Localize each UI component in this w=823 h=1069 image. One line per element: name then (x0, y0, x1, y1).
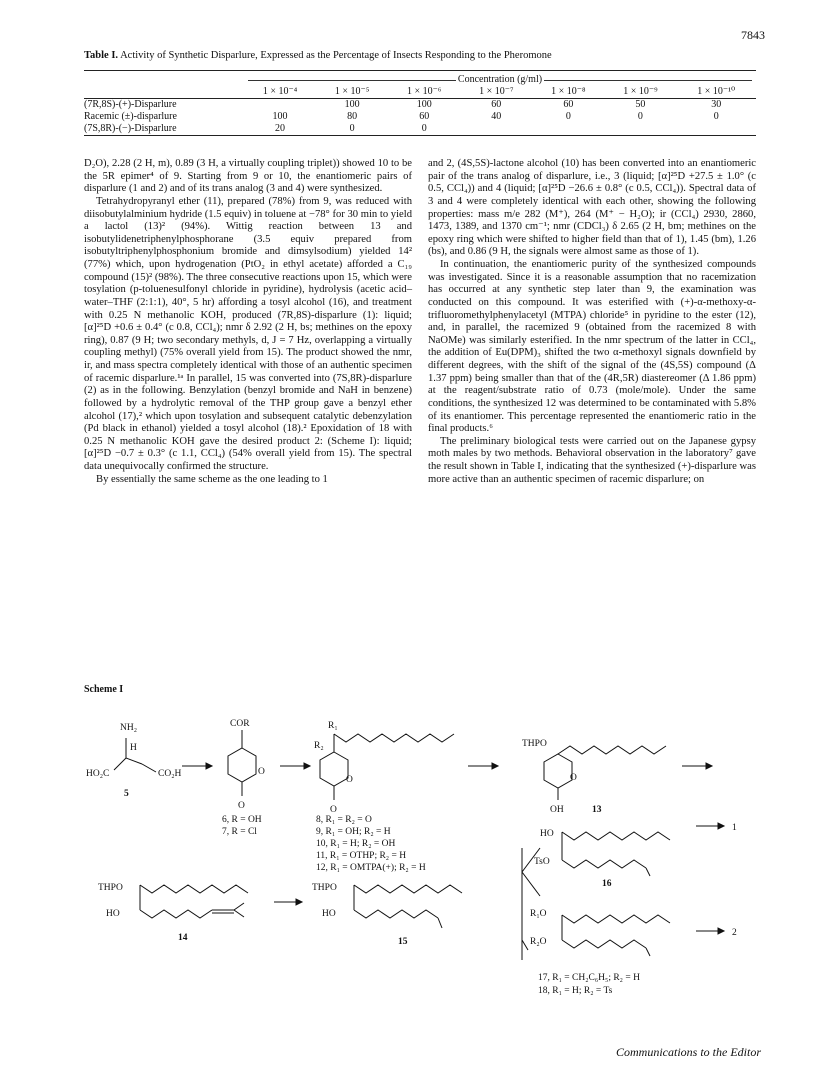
response-value (676, 123, 756, 136)
response-value: 0 (565, 111, 571, 122)
label-cor: COR (230, 719, 250, 729)
response-value: 60 (563, 99, 574, 110)
compound-name: (7R,8S)-(+)-Disparlure (84, 99, 177, 110)
label-to-1: 1 (732, 823, 737, 833)
response-value: 0 (713, 111, 719, 122)
table-caption-text: Activity of Synthetic Disparlure, Expressed as the Percentage of Insects Responding to the Pheromone (120, 50, 552, 61)
label-r2o: R₂O (530, 937, 547, 947)
label-compound-12: 12, R₁ = OMTPA(+); R₂ = H (316, 863, 426, 873)
label-ring-oxygen-2: O (346, 775, 353, 785)
right-column (428, 158, 756, 486)
page-number: 7843 (741, 28, 765, 42)
right-paragraph: and 2, (4S,5S)-lactone alcohol (10) has been converted into an enantiomeric pair of the trans analog of disparlure, i.e., 3 (liquid; [α]²⁵D +27.5 ± 1.0° (c 0.5, CCl₄)) and 4 (liquid; [α]²⁵D −26.6 ± 0.8° (c 0.5, CCl₄)). Spectral data of 3 and 4 were completely identical with each other, showing the following properties: mass m/e 282 (M⁺), 264 (M⁺ − H₂O); ir (CCl₄) 2930, 2860, 1473, 1389, and 1370 cm⁻¹; nmr (CDCl₃) δ 2.65 (2 H, bm; methines on the epoxy ring which were shifted to higher field than that of 1), 1.45 (bm), 1.26 (bs), and 0.86 (9 H, the signals were almost same as those of 1). (428, 158, 756, 258)
label-h: H (130, 743, 137, 753)
label-carbonyl-oxygen-2: O (330, 805, 337, 815)
scheme-title: Scheme I (84, 684, 124, 695)
label-compound-15: 15 (398, 937, 408, 947)
response-value (532, 123, 604, 136)
label-thpo-14: THPO (98, 883, 123, 893)
label-compound-11: 11, R₁ = OTHP; R₂ = H (316, 851, 407, 861)
left-paragraph: Tetrahydropyranyl ether (11), prepared (78%) from 9, was reduced with diisobutylalminium hydride (1.5 equiv) in toluene at −78° for 30 min to yield a lactol (13)² (94%). Wittig reaction between 13 and isobutylidenetriphenylphosphorane (3.5 equiv prepared from isobutyltriphenylphosphonium bromide and dimsylsodium) yielded 14² (77%) which, upon hydrogenation (PtO₂ in ethyl acetate) afforded a C₁₉ compound (15)² (98%). The three consecutive reactions upon 15, which were tosylation (p-toluenesulfonyl chloride in pyridine), hydrolysis (acetic acid–water–THF (2:1:1), 40°, 5 hr) affording a tosyl alcohol (16), and treatment with 0.25 N methanolic KOH, produced (7R,8S)-disparlure (1): liquid; [α]²⁵D +0.6 ± 0.4° (c 0.8, CCl₄); nmr δ 2.92 (2 H, bs; methines on the epoxy ring), 0.87 (9 H; two secondary methyls, d, J = 7 Hz, overlapping a virtually coupling methyl) (75% overall yield from 15). The product showed the nmr, ir, and mass spectra completely identical with those of an authentic specimen of racemic disparlure.¹ᵃ In parallel, 15 was converted into (7S,8R)-disparlure (2) as in the following. Benzylation (benzyl bromide and NaH in benzene) followed by a hydrolytic removal of the THP group gave a benzyl ether alcohol (17),² which upon tosylation and subsequent catalytic debenzylation (Pd black in ethanol) yielded a tosyl alcohol (18).² Epoxidation of 18 with 0.25 N methanolic KOH gave the desired product 2: (Scheme I): liquid; [α]²⁵D −0.7 ± 0.3° (c 1.1, CCl₄) (54% overall yield from 15). The spectral data unequivocally confirmed the structure. (84, 195, 412, 472)
label-carbonyl-oxygen: O (238, 801, 245, 811)
compound-name: (7S,8R)-(−)-Disparlure (84, 123, 244, 136)
response-value: 80 (347, 111, 358, 122)
label-compound-16: 16 (602, 879, 612, 889)
label-compound-6: 6, R = OH (222, 815, 262, 825)
label-to-2: 2 (732, 928, 737, 938)
response-value: 60 (491, 99, 502, 110)
concentration-column-header: 1 × 10⁻⁵ (316, 86, 388, 99)
right-paragraph: In continuation, the enantiomeric purity of the synthesized compounds was investigated. Since it is a reasonable assumption that no racemization has occurred at any synthetic step later than 9, the examination was conducted on this compound. It was esterified with (+)-α-methoxy-α-trifluoromethylphenylacetyl (MTPA) chloride⁵ in pyridine to the ester (12), and, in parallel, the racemized 9 (obtained from the racemized 8 with NaOMe) was similarly esterified. In the nmr spectrum of the latter in CCl₄, the addition of Eu(DPM)₃ shifted the two α-methoxyl signals downfield by different degrees, with the shift of the signal of the (4S,5S) compound (Δ 1.37 ppm) being smaller than that of the (4R,5R) diastereomer (Δ 1.86 ppm) at the reagent/substrate ratio of 0.73 (mole/mole). Under the same conditions, the synthesized 12 was determined to be contaminated with 5.8% of its enantiomer. This percentage represented the enantiomeric ratio in the final products.⁶ (428, 259, 756, 435)
table-row (84, 99, 756, 112)
label-ho-14: HO (106, 909, 120, 919)
table-row (84, 111, 756, 123)
response-value: 50 (635, 99, 646, 110)
response-value: 60 (419, 111, 430, 122)
response-value: 40 (491, 111, 502, 122)
table-caption (84, 50, 764, 61)
response-value (604, 123, 676, 136)
scheme-diagram (84, 700, 764, 1040)
concentration-column-header: 1 × 10⁻⁸ (532, 86, 604, 99)
label-ho: HO (540, 829, 554, 839)
response-value: 20 (244, 123, 316, 136)
response-value: 100 (272, 111, 288, 122)
table-label: Table I. (84, 50, 119, 61)
concentration-header: Concentration (g/ml) (457, 74, 543, 85)
label-ring-oxygen: O (258, 767, 265, 777)
label-compound-10: 10, R₁ = H; R₂ = OH (316, 839, 396, 849)
left-paragraph: D₂O), 2.28 (2 H, m), 0.89 (3 H, a virtually coupling triplet)) showed 10 to be the 5R epimer⁴ of 9. Starting from 9 or 10, the enantiomeric pairs of disparlure (1 and 2) and of its trans analog (3 and 4) were synthesized. (84, 158, 412, 195)
label-compound-7: 7, R = Cl (222, 827, 257, 837)
label-thpo: THPO (522, 739, 547, 749)
label-ring-oxygen-3: O (570, 773, 577, 783)
response-value: 0 (316, 123, 388, 136)
response-value: 100 (416, 99, 432, 110)
label-compound-14: 14 (178, 933, 188, 943)
compound-name: Racemic (±)-disparlure (84, 111, 177, 122)
label-ho-15: HO (322, 909, 336, 919)
label-co2h: CO₂H (158, 769, 182, 779)
response-value (244, 99, 316, 112)
label-compound-5: 5 (124, 789, 129, 799)
table-row (84, 123, 756, 136)
concentration-column-header: 1 × 10⁻⁹ (604, 86, 676, 99)
label-r1o: R₁O (530, 909, 547, 919)
label-r1: R₁ (328, 721, 338, 731)
label-compound-17: 17, R₁ = CH₂C₆H₅; R₂ = H (538, 973, 640, 983)
concentration-column-header: 1 × 10⁻⁷ (460, 86, 532, 99)
response-value: 100 (344, 99, 360, 110)
concentration-column-header: 1 × 10⁻¹⁰ (676, 86, 756, 99)
label-r2: R₂ (314, 741, 324, 751)
left-paragraph: By essentially the same scheme as the one leading to 1 (96, 473, 328, 485)
concentration-column-header: 1 × 10⁻⁶ (388, 86, 460, 99)
left-column (84, 158, 412, 486)
footer-journal-section: Communications to the Editor (616, 1045, 761, 1059)
label-thpo-15: THPO (312, 883, 337, 893)
right-paragraph: The preliminary biological tests were carried out on the Japanese gypsy moth males by two methods. Behavioral observation in the laboratory⁷ gave the result shown in Table I, indicating that the synthesized (+)-disparlure was more active than an authentic specimen of racemic disparlure; on (428, 435, 756, 485)
activity-table (84, 70, 756, 136)
response-value (460, 123, 532, 136)
response-value: 30 (711, 99, 722, 110)
label-ho2c: HO₂C (86, 769, 110, 779)
label-nh2: NH₂ (120, 723, 138, 733)
label-tso: TsO (534, 857, 550, 867)
label-compound-9: 9, R₁ = OH; R₂ = H (316, 827, 391, 837)
concentration-column-header: 1 × 10⁻⁴ (244, 86, 316, 99)
response-value: 0 (388, 123, 460, 136)
label-compound-13: 13 (592, 805, 602, 815)
label-compound-8: 8, R₁ = R₂ = O (316, 815, 372, 825)
label-compound-18: 18, R₁ = H; R₂ = Ts (538, 986, 613, 996)
response-value: 0 (637, 111, 643, 122)
label-oh: OH (550, 805, 564, 815)
